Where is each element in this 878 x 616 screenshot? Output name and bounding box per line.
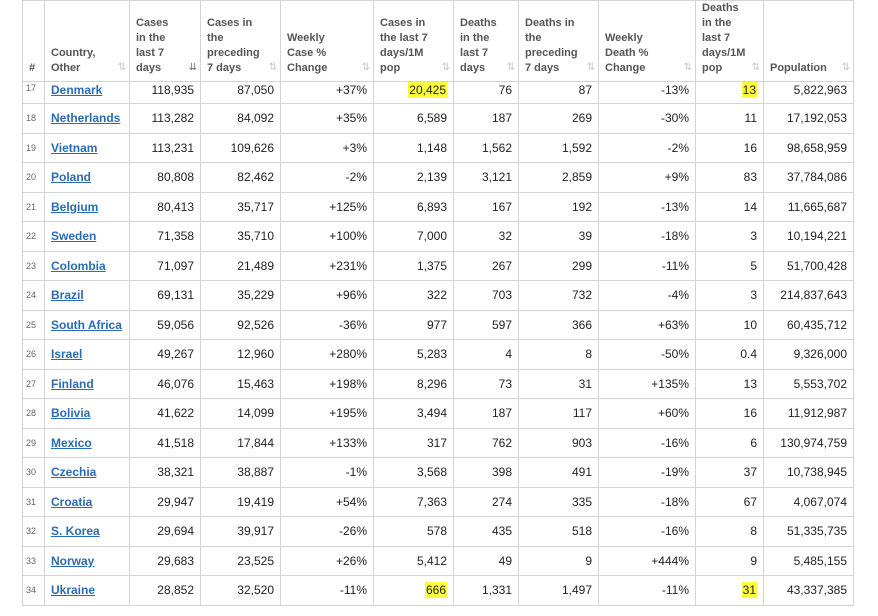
country-link[interactable]: Belgium bbox=[51, 199, 99, 214]
weekly-case-change-cell: +3% bbox=[281, 133, 374, 163]
cases-last-7-days-cell: 59,056 bbox=[130, 310, 201, 340]
deaths-preceding-7-days-cell: 192 bbox=[519, 192, 599, 222]
weekly-case-change-cell: +37% bbox=[281, 82, 374, 104]
weekly-case-change-cell: +195% bbox=[281, 399, 374, 429]
sort-icon[interactable]: ⇅ bbox=[361, 62, 368, 73]
deaths-preceding-7-days-cell: 9 bbox=[519, 546, 599, 576]
cases-last-7-days-cell: 113,282 bbox=[130, 104, 201, 134]
weekly-case-change-cell: +35% bbox=[281, 104, 374, 134]
deaths-preceding-7-days-cell: 1,592 bbox=[519, 133, 599, 163]
cases-last-7-days-cell: 80,808 bbox=[130, 163, 201, 193]
cases-preceding-7-days-cell: 84,092 bbox=[201, 104, 281, 134]
population-cell: 17,192,053 bbox=[764, 104, 854, 134]
deaths-per-million-cell: 3 bbox=[696, 222, 764, 252]
covid-weekly-table bbox=[22, 0, 854, 606]
row-index-cell: 30 bbox=[23, 458, 45, 488]
deaths-per-million-cell: 13 bbox=[696, 369, 764, 399]
cases-preceding-7-days-cell: 35,710 bbox=[201, 222, 281, 252]
column-header-country[interactable]: Country, Other ⇅ bbox=[45, 1, 130, 82]
cases-preceding-7-days-cell: 109,626 bbox=[201, 133, 281, 163]
table-row bbox=[23, 281, 854, 311]
deaths-last-7-days-cell: 76 bbox=[454, 82, 519, 104]
population-cell: 130,974,759 bbox=[764, 428, 854, 458]
cases-per-million-cell bbox=[374, 576, 454, 606]
cases-preceding-7-days-cell: 92,526 bbox=[201, 310, 281, 340]
cases-per-million-cell: 322 bbox=[374, 281, 454, 311]
cases-per-million-cell: 1,148 bbox=[374, 133, 454, 163]
population-cell: 98,658,959 bbox=[764, 133, 854, 163]
sort-icon[interactable]: ⇅ bbox=[586, 62, 593, 73]
deaths-preceding-7-days-cell: 269 bbox=[519, 104, 599, 134]
country-cell bbox=[45, 517, 130, 547]
cases-last-7-days-cell: 80,413 bbox=[130, 192, 201, 222]
weekly-death-change-cell: -4% bbox=[599, 281, 696, 311]
cases-per-million-cell: 2,139 bbox=[374, 163, 454, 193]
cases-preceding-7-days-cell: 35,229 bbox=[201, 281, 281, 311]
deaths-last-7-days-cell: 167 bbox=[454, 192, 519, 222]
table-row bbox=[23, 546, 854, 576]
table-row bbox=[23, 428, 854, 458]
population-cell: 4,067,074 bbox=[764, 487, 854, 517]
weekly-death-change-cell: +444% bbox=[599, 546, 696, 576]
country-link[interactable]: Ukraine bbox=[51, 583, 96, 598]
country-link[interactable]: Brazil bbox=[51, 288, 84, 303]
country-link[interactable]: Croatia bbox=[51, 494, 93, 509]
country-cell bbox=[45, 82, 130, 104]
weekly-death-change-cell: +63% bbox=[599, 310, 696, 340]
column-header-deaths-per-million[interactable]: Deaths in the last 7 days/1M pop ⇅ bbox=[696, 1, 764, 82]
cases-per-million-cell: 6,589 bbox=[374, 104, 454, 134]
cases-preceding-7-days-cell: 38,887 bbox=[201, 458, 281, 488]
row-index-cell: 23 bbox=[23, 251, 45, 281]
weekly-death-change-cell: -30% bbox=[599, 104, 696, 134]
country-cell bbox=[45, 281, 130, 311]
table-body bbox=[23, 82, 854, 606]
sort-icon[interactable]: ⇅ bbox=[441, 62, 448, 73]
country-cell bbox=[45, 133, 130, 163]
cases-preceding-7-days-cell: 21,489 bbox=[201, 251, 281, 281]
deaths-per-million-cell: 14 bbox=[696, 192, 764, 222]
deaths-last-7-days-cell: 274 bbox=[454, 487, 519, 517]
column-header-cases-last-7-days[interactable]: Cases in the last 7 days ⇊ bbox=[130, 1, 201, 82]
table-row bbox=[23, 458, 854, 488]
deaths-preceding-7-days-cell: 8 bbox=[519, 340, 599, 370]
cases-preceding-7-days-cell: 12,960 bbox=[201, 340, 281, 370]
weekly-death-change-cell: -13% bbox=[599, 192, 696, 222]
deaths-per-million-cell: 11 bbox=[696, 104, 764, 134]
weekly-case-change-cell: -26% bbox=[281, 517, 374, 547]
column-header-cases-preceding-7-days[interactable]: Cases in the preceding 7 days ⇅ bbox=[201, 1, 281, 82]
country-cell bbox=[45, 192, 130, 222]
table-row bbox=[23, 576, 854, 606]
weekly-death-change-cell: -18% bbox=[599, 487, 696, 517]
cases-per-million-cell: 7,363 bbox=[374, 487, 454, 517]
population-cell: 10,738,945 bbox=[764, 458, 854, 488]
country-cell bbox=[45, 369, 130, 399]
weekly-case-change-cell: -1% bbox=[281, 458, 374, 488]
deaths-last-7-days-cell: 4 bbox=[454, 340, 519, 370]
deaths-per-million-highlighted-value: 31 bbox=[742, 583, 756, 598]
cases-per-million-cell: 6,893 bbox=[374, 192, 454, 222]
row-index-cell: 24 bbox=[23, 281, 45, 311]
country-link[interactable]: South Africa bbox=[51, 317, 122, 332]
table-row bbox=[23, 517, 854, 547]
deaths-preceding-7-days-cell: 87 bbox=[519, 82, 599, 104]
weekly-death-change-cell: +9% bbox=[599, 163, 696, 193]
weekly-case-change-cell: +280% bbox=[281, 340, 374, 370]
country-cell bbox=[45, 487, 130, 517]
country-link[interactable]: S. Korea bbox=[51, 524, 100, 539]
country-link[interactable]: Bolivia bbox=[51, 406, 91, 421]
population-cell: 11,665,687 bbox=[764, 192, 854, 222]
weekly-case-change-cell: -36% bbox=[281, 310, 374, 340]
deaths-per-million-cell: 5 bbox=[696, 251, 764, 281]
deaths-per-million-cell: 16 bbox=[696, 133, 764, 163]
country-link[interactable]: Denmark bbox=[51, 83, 103, 97]
row-index-cell: 26 bbox=[23, 340, 45, 370]
country-link[interactable]: Czechia bbox=[51, 465, 97, 480]
deaths-per-million-cell: 0.4 bbox=[696, 340, 764, 370]
cases-per-million-highlighted-value: 20,425 bbox=[409, 83, 446, 97]
weekly-case-change-cell: +54% bbox=[281, 487, 374, 517]
cases-per-million-cell bbox=[374, 82, 454, 104]
deaths-last-7-days-cell: 435 bbox=[454, 517, 519, 547]
header-row bbox=[23, 1, 854, 82]
cases-preceding-7-days-cell: 35,717 bbox=[201, 192, 281, 222]
country-cell bbox=[45, 546, 130, 576]
deaths-preceding-7-days-cell: 31 bbox=[519, 369, 599, 399]
deaths-preceding-7-days-cell: 518 bbox=[519, 517, 599, 547]
sort-icon[interactable]: ⇅ bbox=[751, 62, 758, 73]
cases-preceding-7-days-cell: 19,419 bbox=[201, 487, 281, 517]
deaths-per-million-cell: 16 bbox=[696, 399, 764, 429]
cases-per-million-cell: 3,494 bbox=[374, 399, 454, 429]
weekly-death-change-cell: -16% bbox=[599, 428, 696, 458]
deaths-last-7-days-cell: 1,562 bbox=[454, 133, 519, 163]
table-row bbox=[23, 163, 854, 193]
row-index-cell: 20 bbox=[23, 163, 45, 193]
country-link[interactable]: Norway bbox=[51, 553, 95, 568]
cases-last-7-days-cell: 113,231 bbox=[130, 133, 201, 163]
deaths-last-7-days-cell: 73 bbox=[454, 369, 519, 399]
deaths-per-million-cell: 37 bbox=[696, 458, 764, 488]
row-index-cell: 25 bbox=[23, 310, 45, 340]
cases-last-7-days-cell: 69,131 bbox=[130, 281, 201, 311]
deaths-per-million-cell bbox=[696, 576, 764, 606]
row-index-cell: 29 bbox=[23, 428, 45, 458]
cases-per-million-cell: 317 bbox=[374, 428, 454, 458]
cases-per-million-cell: 578 bbox=[374, 517, 454, 547]
country-link[interactable]: Mexico bbox=[51, 435, 92, 450]
population-cell: 60,435,712 bbox=[764, 310, 854, 340]
country-link[interactable]: Sweden bbox=[51, 229, 97, 244]
population-cell: 51,335,735 bbox=[764, 517, 854, 547]
table-row bbox=[23, 104, 854, 134]
cases-last-7-days-cell: 41,518 bbox=[130, 428, 201, 458]
row-index-cell: 22 bbox=[23, 222, 45, 252]
deaths-last-7-days-cell: 187 bbox=[454, 104, 519, 134]
cases-last-7-days-cell: 71,358 bbox=[130, 222, 201, 252]
population-cell: 9,326,000 bbox=[764, 340, 854, 370]
sort-desc-icon[interactable]: ⇊ bbox=[188, 62, 195, 73]
deaths-preceding-7-days-cell: 732 bbox=[519, 281, 599, 311]
country-link[interactable]: Poland bbox=[51, 170, 92, 185]
column-header-index[interactable]: # bbox=[23, 1, 45, 82]
cases-last-7-days-cell: 29,947 bbox=[130, 487, 201, 517]
deaths-last-7-days-cell: 762 bbox=[454, 428, 519, 458]
weekly-case-change-cell: +100% bbox=[281, 222, 374, 252]
weekly-case-change-cell: +125% bbox=[281, 192, 374, 222]
deaths-last-7-days-cell: 703 bbox=[454, 281, 519, 311]
cases-preceding-7-days-cell: 82,462 bbox=[201, 163, 281, 193]
cases-last-7-days-cell: 38,321 bbox=[130, 458, 201, 488]
table-row bbox=[23, 251, 854, 281]
row-index-cell: 33 bbox=[23, 546, 45, 576]
cases-per-million-highlighted-value: 666 bbox=[425, 583, 446, 598]
table-row bbox=[23, 369, 854, 399]
weekly-case-change-cell: +96% bbox=[281, 281, 374, 311]
country-cell bbox=[45, 310, 130, 340]
cases-per-million-cell: 5,283 bbox=[374, 340, 454, 370]
weekly-case-change-cell: +231% bbox=[281, 251, 374, 281]
population-cell: 5,822,963 bbox=[764, 82, 854, 104]
deaths-last-7-days-cell: 267 bbox=[454, 251, 519, 281]
sort-icon[interactable]: ⇅ bbox=[683, 62, 690, 73]
cases-per-million-cell: 977 bbox=[374, 310, 454, 340]
deaths-preceding-7-days-cell: 335 bbox=[519, 487, 599, 517]
country-cell bbox=[45, 458, 130, 488]
deaths-per-million-cell: 67 bbox=[696, 487, 764, 517]
sort-icon[interactable]: ⇅ bbox=[841, 62, 848, 73]
cases-preceding-7-days-cell: 14,099 bbox=[201, 399, 281, 429]
column-header-weekly-case-change[interactable]: Weekly Case % Change ⇅ bbox=[281, 1, 374, 82]
deaths-last-7-days-cell: 32 bbox=[454, 222, 519, 252]
cases-last-7-days-cell: 28,852 bbox=[130, 576, 201, 606]
column-header-cases-per-million[interactable]: Cases in the last 7 days/1M pop ⇅ bbox=[374, 1, 454, 82]
weekly-death-change-cell: +60% bbox=[599, 399, 696, 429]
weekly-death-change-cell: -50% bbox=[599, 340, 696, 370]
country-link[interactable]: Vietnam bbox=[51, 140, 98, 155]
deaths-preceding-7-days-cell: 366 bbox=[519, 310, 599, 340]
row-index-cell: 27 bbox=[23, 369, 45, 399]
deaths-per-million-cell: 6 bbox=[696, 428, 764, 458]
table-row bbox=[23, 82, 854, 104]
deaths-preceding-7-days-cell: 117 bbox=[519, 399, 599, 429]
row-index-cell: 32 bbox=[23, 517, 45, 547]
cases-preceding-7-days-cell: 87,050 bbox=[201, 82, 281, 104]
population-cell: 11,912,987 bbox=[764, 399, 854, 429]
deaths-preceding-7-days-cell: 299 bbox=[519, 251, 599, 281]
cases-last-7-days-cell: 41,622 bbox=[130, 399, 201, 429]
row-index-cell: 34 bbox=[23, 576, 45, 606]
population-cell: 51,700,428 bbox=[764, 251, 854, 281]
table-row bbox=[23, 399, 854, 429]
row-index-cell: 28 bbox=[23, 399, 45, 429]
country-cell bbox=[45, 222, 130, 252]
deaths-per-million-cell: 10 bbox=[696, 310, 764, 340]
deaths-preceding-7-days-cell: 2,859 bbox=[519, 163, 599, 193]
deaths-preceding-7-days-cell: 491 bbox=[519, 458, 599, 488]
column-header-deaths-preceding-7-days[interactable]: Deaths in the preceding 7 days ⇅ bbox=[519, 1, 599, 82]
deaths-per-million-cell: 9 bbox=[696, 546, 764, 576]
population-cell: 43,337,385 bbox=[764, 576, 854, 606]
cases-last-7-days-cell: 46,076 bbox=[130, 369, 201, 399]
deaths-last-7-days-cell: 3,121 bbox=[454, 163, 519, 193]
country-cell bbox=[45, 399, 130, 429]
deaths-preceding-7-days-cell: 1,497 bbox=[519, 576, 599, 606]
country-cell bbox=[45, 251, 130, 281]
column-header-deaths-last-7-days[interactable]: Deaths in the last 7 days ⇅ bbox=[454, 1, 519, 82]
sort-icon[interactable]: ⇅ bbox=[117, 62, 124, 73]
table-row bbox=[23, 133, 854, 163]
cases-last-7-days-cell: 118,935 bbox=[130, 82, 201, 104]
population-cell: 5,485,155 bbox=[764, 546, 854, 576]
deaths-per-million-cell: 8 bbox=[696, 517, 764, 547]
weekly-death-change-cell: +135% bbox=[599, 369, 696, 399]
weekly-case-change-cell: +133% bbox=[281, 428, 374, 458]
population-cell: 37,784,086 bbox=[764, 163, 854, 193]
table-row bbox=[23, 192, 854, 222]
weekly-death-change-cell: -11% bbox=[599, 576, 696, 606]
country-link[interactable]: Netherlands bbox=[51, 111, 121, 126]
weekly-death-change-cell: -16% bbox=[599, 517, 696, 547]
sort-icon[interactable]: ⇅ bbox=[268, 62, 275, 73]
country-cell bbox=[45, 104, 130, 134]
country-link[interactable]: Israel bbox=[51, 347, 83, 362]
row-index-cell: 19 bbox=[23, 133, 45, 163]
deaths-last-7-days-cell: 187 bbox=[454, 399, 519, 429]
deaths-last-7-days-cell: 597 bbox=[454, 310, 519, 340]
weekly-case-change-cell: +198% bbox=[281, 369, 374, 399]
row-index-cell: 21 bbox=[23, 192, 45, 222]
deaths-per-million-cell bbox=[696, 82, 764, 104]
weekly-death-change-cell: -19% bbox=[599, 458, 696, 488]
cases-preceding-7-days-cell: 23,525 bbox=[201, 546, 281, 576]
weekly-case-change-cell: -2% bbox=[281, 163, 374, 193]
weekly-case-change-cell: +26% bbox=[281, 546, 374, 576]
cases-per-million-cell: 1,375 bbox=[374, 251, 454, 281]
row-index-cell: 31 bbox=[23, 487, 45, 517]
sort-icon[interactable]: ⇅ bbox=[506, 62, 513, 73]
table-row bbox=[23, 310, 854, 340]
cases-last-7-days-cell: 71,097 bbox=[130, 251, 201, 281]
country-cell bbox=[45, 428, 130, 458]
weekly-death-change-cell: -18% bbox=[599, 222, 696, 252]
weekly-case-change-cell: -11% bbox=[281, 576, 374, 606]
population-cell: 214,837,643 bbox=[764, 281, 854, 311]
cases-preceding-7-days-cell: 17,844 bbox=[201, 428, 281, 458]
population-cell: 10,194,221 bbox=[764, 222, 854, 252]
cases-per-million-cell: 3,568 bbox=[374, 458, 454, 488]
deaths-per-million-cell: 83 bbox=[696, 163, 764, 193]
table-row bbox=[23, 222, 854, 252]
deaths-per-million-cell: 3 bbox=[696, 281, 764, 311]
country-cell bbox=[45, 163, 130, 193]
deaths-last-7-days-cell: 398 bbox=[454, 458, 519, 488]
weekly-death-change-cell: -2% bbox=[599, 133, 696, 163]
row-index-cell: 18 bbox=[23, 104, 45, 134]
cases-last-7-days-cell: 49,267 bbox=[130, 340, 201, 370]
country-link[interactable]: Colombia bbox=[51, 258, 106, 273]
cases-per-million-cell: 7,000 bbox=[374, 222, 454, 252]
deaths-last-7-days-cell: 1,331 bbox=[454, 576, 519, 606]
country-link[interactable]: Finland bbox=[51, 376, 94, 391]
deaths-last-7-days-cell: 49 bbox=[454, 546, 519, 576]
population-cell: 5,553,702 bbox=[764, 369, 854, 399]
deaths-per-million-highlighted-value: 13 bbox=[742, 83, 756, 97]
row-index-cell: 17 bbox=[23, 82, 45, 104]
cases-per-million-cell: 5,412 bbox=[374, 546, 454, 576]
column-header-population[interactable]: Population ⇅ bbox=[764, 1, 854, 82]
table-row bbox=[23, 487, 854, 517]
deaths-preceding-7-days-cell: 39 bbox=[519, 222, 599, 252]
weekly-death-change-cell: -11% bbox=[599, 251, 696, 281]
table-row bbox=[23, 340, 854, 370]
country-cell bbox=[45, 576, 130, 606]
cases-preceding-7-days-cell: 15,463 bbox=[201, 369, 281, 399]
cases-preceding-7-days-cell: 39,917 bbox=[201, 517, 281, 547]
weekly-death-change-cell: -13% bbox=[599, 82, 696, 104]
cases-per-million-cell: 8,296 bbox=[374, 369, 454, 399]
cases-last-7-days-cell: 29,683 bbox=[130, 546, 201, 576]
column-header-weekly-death-change[interactable]: Weekly Death % Change ⇅ bbox=[599, 1, 696, 82]
deaths-preceding-7-days-cell: 903 bbox=[519, 428, 599, 458]
cases-preceding-7-days-cell: 32,520 bbox=[201, 576, 281, 606]
cases-last-7-days-cell: 29,694 bbox=[130, 517, 201, 547]
country-cell bbox=[45, 340, 130, 370]
